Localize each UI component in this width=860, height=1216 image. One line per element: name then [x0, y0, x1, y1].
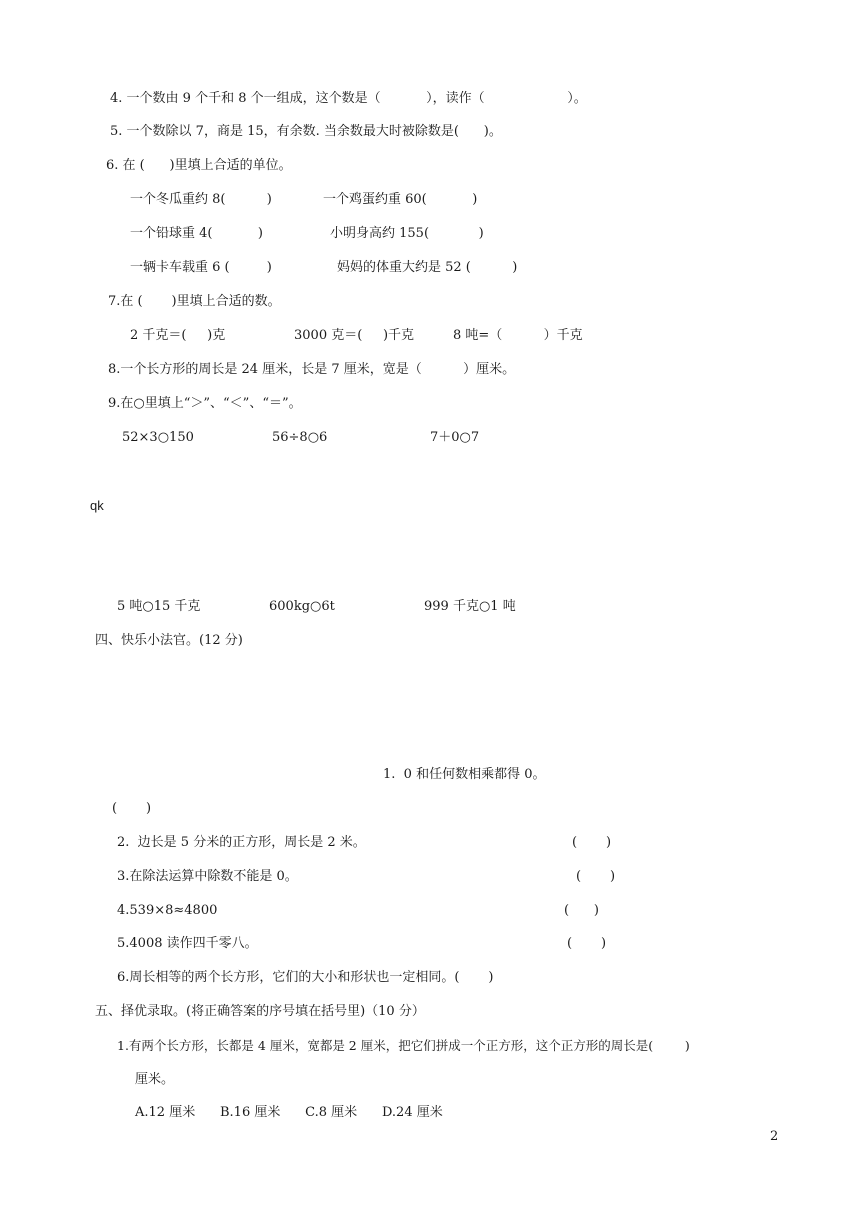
question-7: 7.在 ( )里填上合适的数。 — [108, 294, 281, 309]
page-number: 2 — [770, 1129, 779, 1144]
q6-row2-a: 一个铅球重 4( ) — [130, 226, 264, 241]
q7-b: 3000 克＝( )千克 — [294, 328, 415, 343]
q6-row1-a: 一个冬瓜重约 8( ) — [130, 192, 272, 207]
section-5-title: 五、择优录取。(将正确答案的序号填在括号里)（10 分） — [95, 1004, 425, 1019]
judge-item-1: 1. 0 和任何数相乘都得 0。 — [383, 767, 546, 782]
judge-item-5-paren: ( ) — [567, 936, 607, 951]
q6-row3-b: 妈妈的体重大约是 52 ( ) — [337, 260, 518, 275]
question-4: 4. 一个数由 9 个千和 8 个一组成，这个数是（ ），读作（ ）。 — [110, 91, 587, 106]
q6-row1-b: 一个鸡蛋约重 60( ) — [323, 192, 478, 207]
q9-d: 5 吨○15 千克 — [117, 599, 201, 614]
q9-b: 56÷8○6 — [272, 430, 328, 445]
choice-question-1: 1.有两个长方形，长都是 4 厘米，宽都是 2 厘米，把它们拼成一个正方形，这个正方形的周长是( ) — [117, 1038, 690, 1053]
choice-question-1-cont: 厘米。 — [135, 1072, 175, 1087]
choice-options: A.12 厘米 B.16 厘米 C.8 厘米 D.24 厘米 — [135, 1105, 443, 1120]
judge-item-1-paren: ( ) — [112, 801, 152, 816]
judge-item-3: 3.在除法运算中除数不能是 0。 — [117, 869, 298, 884]
q7-a: 2 千克＝( )克 — [130, 328, 226, 343]
judge-item-4: 4.539×8≈4800 — [117, 903, 218, 918]
judge-item-2-paren: ( ) — [572, 835, 612, 850]
stray-text: qk — [90, 498, 104, 513]
judge-item-6: 6.周长相等的两个长方形，它们的大小和形状也一定相同。( ) — [117, 970, 494, 985]
judge-item-2: 2. 边长是 5 分米的正方形，周长是 2 米。 — [117, 835, 366, 850]
question-5: 5. 一个数除以 7，商是 15，有余数. 当余数最大时被除数是( )。 — [110, 124, 502, 139]
question-8: 8.一个长方形的周长是 24 厘米，长是 7 厘米，宽是（ ）厘米。 — [108, 362, 516, 377]
q9-a: 52×3○150 — [122, 430, 194, 445]
section-4-title: 四、快乐小法官。(12 分) — [95, 633, 243, 648]
question-9: 9.在○里填上“＞”、“＜”、“＝”。 — [108, 396, 302, 411]
q9-f: 999 千克○1 吨 — [424, 599, 516, 614]
q6-row2-b: 小明身高约 155( ) — [330, 226, 484, 241]
q6-row3-a: 一辆卡车载重 6 ( ) — [130, 260, 272, 275]
q9-c: 7＋0○7 — [430, 430, 480, 445]
q9-e: 600kg○6t — [269, 599, 335, 614]
judge-item-5: 5.4008 读作四千零八。 — [117, 936, 258, 951]
question-6: 6. 在 ( )里填上合适的单位。 — [106, 158, 292, 173]
judge-item-3-paren: ( ) — [576, 869, 616, 884]
judge-item-4-paren: ( ) — [564, 903, 599, 918]
q7-c: 8 吨=（ ）千克 — [453, 328, 583, 343]
